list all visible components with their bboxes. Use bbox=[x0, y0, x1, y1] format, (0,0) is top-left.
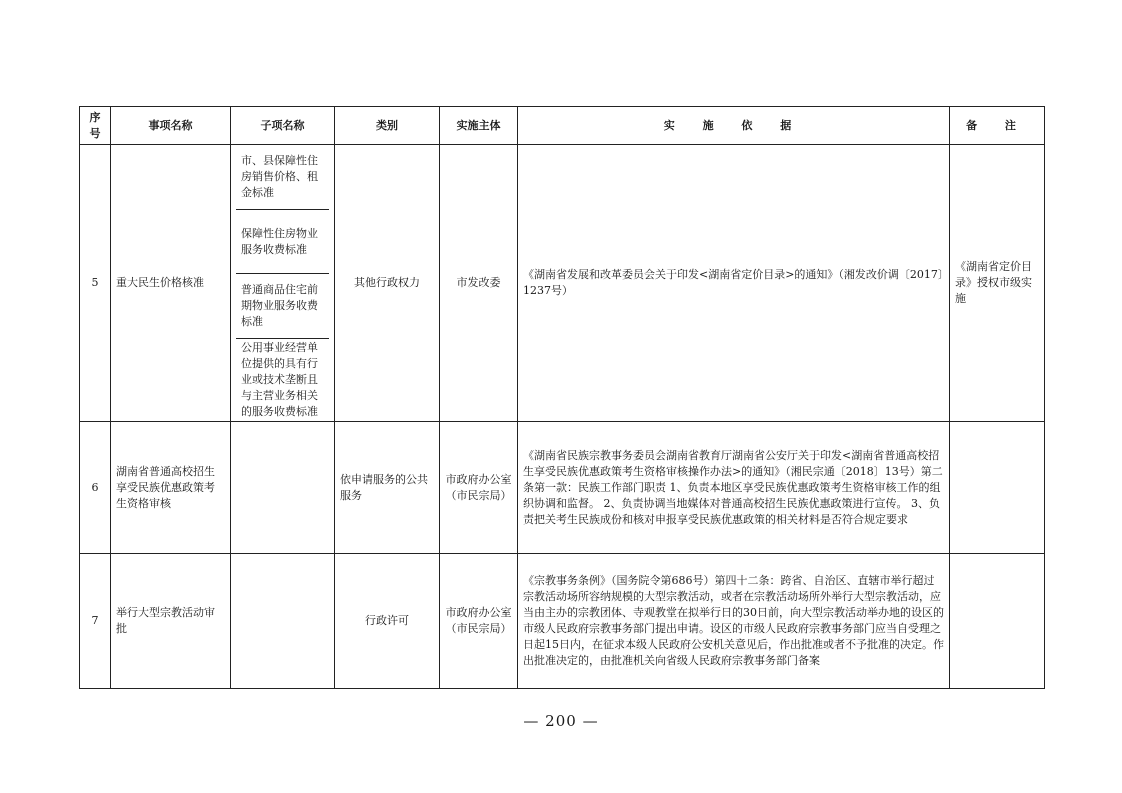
items-table bbox=[79, 106, 1045, 689]
row-category: 其他行政权力 bbox=[335, 145, 440, 422]
row-subject: 市政府办公室（市民宗局） bbox=[440, 422, 518, 554]
row-subitems bbox=[231, 145, 335, 422]
subitem: 保障性住房物业服务收费标准 bbox=[236, 210, 329, 274]
row-basis: 《湖南省民族宗教事务委员会湖南省教育厅湖南省公安厅关于印发<湖南省普通高校招生享受民族优惠政策考生资格审核操作办法>的通知》（湘民宗通〔2018〕13号）第二条第一款：民族工作部门职责 1、负责本地区享受民族优惠政策考生资格审核工作的组织协调和监督。 2、负责协调当地媒体对普通高校招生民族优惠政策进行宣传。 3、负责把关考生民族成份和核对申报享受民族优惠政策的相关材料是否符合规定要求 bbox=[518, 422, 950, 554]
header-subject: 实施主体 bbox=[440, 107, 518, 145]
row-basis: 《湖南省发展和改革委员会关于印发<湖南省定价目录>的通知》（湘发改价调〔2017〕1237号） bbox=[518, 145, 950, 422]
table-header-row bbox=[80, 107, 1045, 145]
row-note bbox=[950, 422, 1045, 554]
table-row bbox=[80, 422, 1045, 554]
row-subitems bbox=[231, 422, 335, 554]
row-seq: 7 bbox=[80, 554, 111, 689]
header-sub: 子项名称 bbox=[231, 107, 335, 145]
row-subitems bbox=[231, 554, 335, 689]
row-subject: 市政府办公室（市民宗局） bbox=[440, 554, 518, 689]
row-note bbox=[950, 554, 1045, 689]
header-category: 类别 bbox=[335, 107, 440, 145]
row-basis: 《宗教事务条例》（国务院令第686号）第四十二条：跨省、自治区、直辖市举行超过宗教活动场所容纳规模的大型宗教活动，或者在宗教活动场所外举行大型宗教活动，应当由主办的宗教团体、寺观教堂在拟举行日的30日前，向大型宗教活动举办地的设区的市级人民政府宗教事务部门提出申请。设区的市级人民政府宗教事务部门应当自受理之日起15日内，在征求本级人民政府公安机关意见后，作出批准或者不予批准的决定。作出批准决定的，由批准机关向省级人民政府宗教事务部门备案 bbox=[518, 554, 950, 689]
header-name: 事项名称 bbox=[111, 107, 231, 145]
row-subject: 市发改委 bbox=[440, 145, 518, 422]
subitem: 市、县保障性住房销售价格、租金标准 bbox=[236, 145, 329, 210]
table-row bbox=[80, 145, 1045, 422]
row-name: 举行大型宗教活动审批 bbox=[111, 554, 231, 689]
row-category: 依申请服务的公共服务 bbox=[335, 422, 440, 554]
page-number: — 200 — bbox=[523, 712, 599, 730]
row-name: 湖南省普通高校招生享受民族优惠政策考生资格审核 bbox=[111, 422, 231, 554]
row-note: 《湖南省定价目录》授权市级实施 bbox=[950, 145, 1045, 422]
header-basis: 实 施 依 据 bbox=[518, 107, 950, 145]
subitem: 公用事业经营单位提供的具有行业或技术垄断且与主营业务相关的服务收费标准 bbox=[241, 341, 318, 418]
row-name: 重大民生价格核准 bbox=[111, 145, 231, 422]
subitem: 普通商品住宅前期物业服务收费标准 bbox=[236, 274, 329, 339]
row-seq: 5 bbox=[80, 145, 111, 422]
header-seq: 序号 bbox=[80, 107, 111, 145]
table-row bbox=[80, 554, 1045, 689]
row-category: 行政许可 bbox=[335, 554, 440, 689]
header-note: 备 注 bbox=[950, 107, 1045, 145]
row-seq: 6 bbox=[80, 422, 111, 554]
